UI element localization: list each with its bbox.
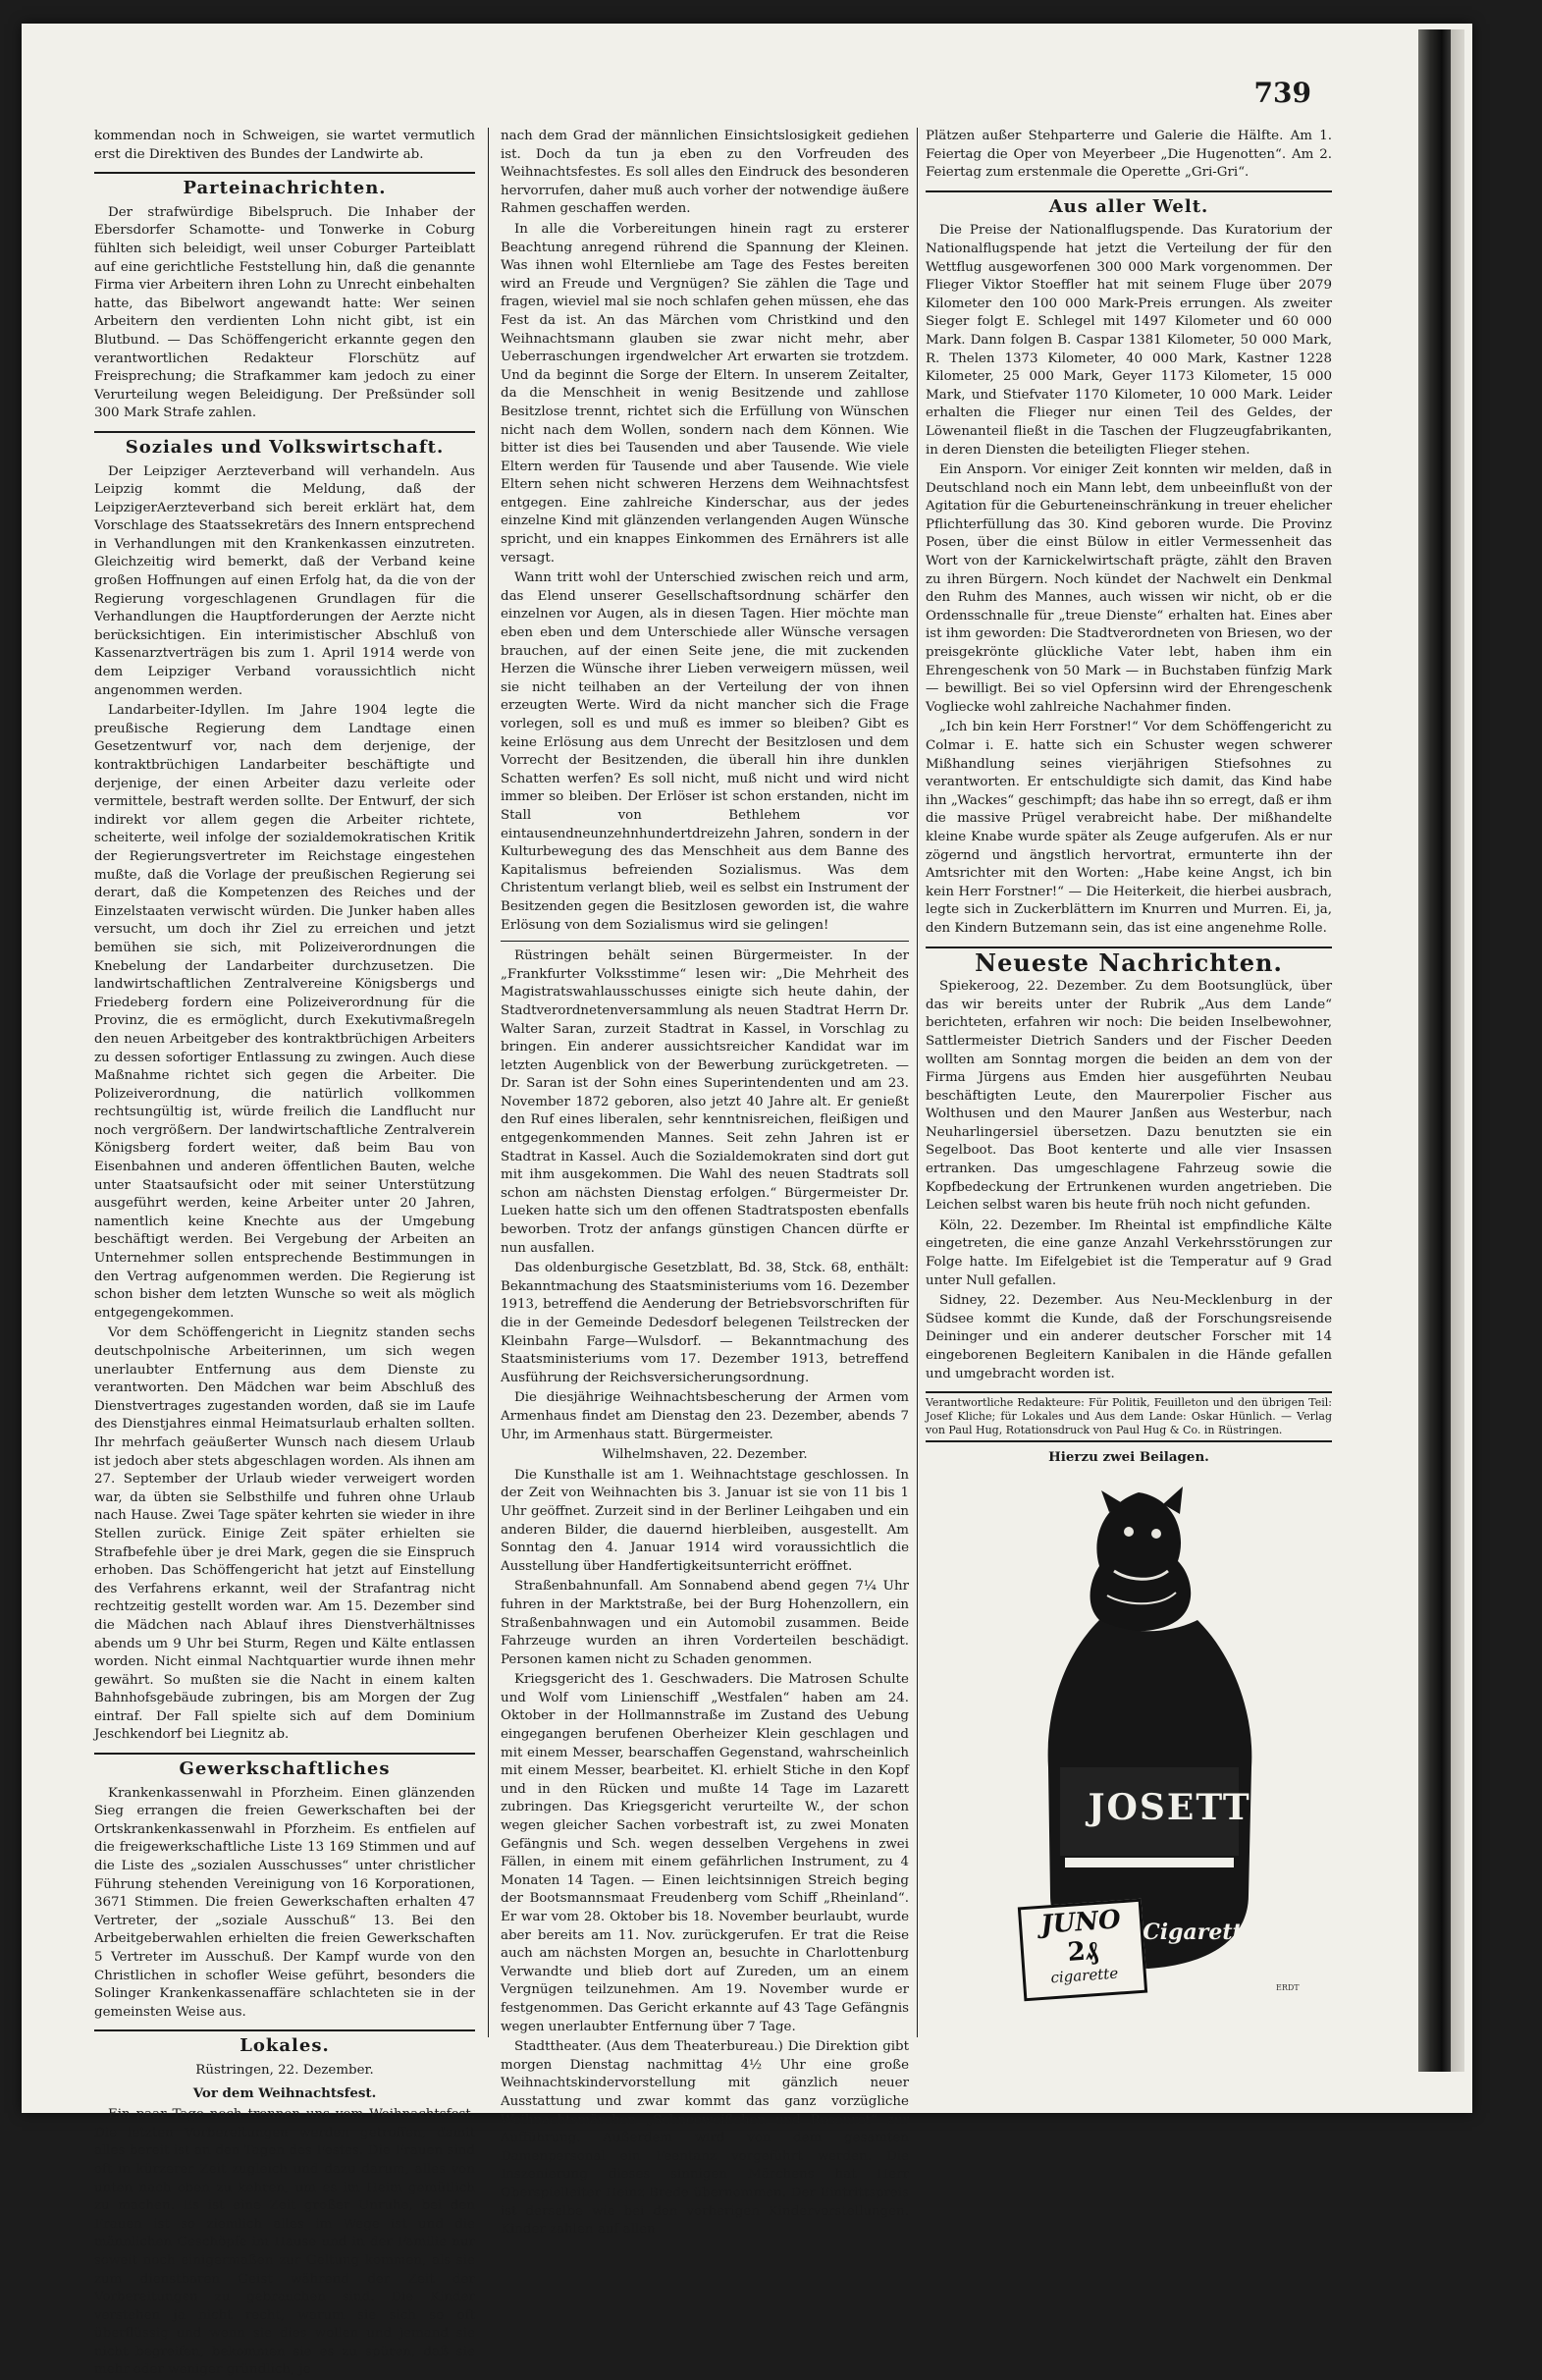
section-heading-gewerkschaftliches: Gewerkschaftliches [94, 1753, 475, 1779]
section-heading-aus-aller-welt: Aus aller Welt. [926, 190, 1332, 217]
article-subheading: Vor dem Weihnachtsfest. [192, 2084, 377, 2101]
column-left [94, 128, 475, 2378]
article-paragraph: Ein paar Tage noch trennen uns vom Weihnachtsfest. Die letzten Vorbereitungen werden getroffen, damit alles bereit ist an den Tagen des Festes. Die Frauen sind oft in kürzerer Zeit zugleich und dazu darum, alles von unten nach oben zu kehren, um es im Heim gemütlich zu machen. Es ist eine Zeit großer Unruhe, bei den Frauen ist so ziemlich alles im Wege ist und die männlichen Geschöpfe im Hause und in der Familie nur soweit noch einigermaßen zur Geltung kommen, als sie zum dienstbaren Geist während der Zeit der Vorbereitungen zu gebrauchen sind. Die Kinder verstehen ja nicht recht, warum sie sich so oft überflüssig und wenn sie dies wollen und jemand sie nicht begreifen, bekommen sie es zu spüren, daß sie mehr oder weniger gründlich, je [94, 2107, 475, 2378]
supplements-note: Hierzu zwei Beilagen. [1048, 1449, 1209, 1466]
juno-box [1018, 1899, 1147, 2002]
section-heading-neueste-nachrichten: Neueste Nachrichten. [926, 947, 1332, 973]
article-paragraph: Kriegsgericht des 1. Geschwaders. Die Matrosen Schulte und Wolf vom Linienschiff „Westfalen“ haben am 24. Oktober in der Hollmannstraße im Zustand des Uebung eingegangen berufenen Oberheizer Klein geschlagen und mit einem Messer, bearschaffen Gegenstand, wahrscheinlich mit einem Messer, bearbeitet. Kl. erhielt Stiche in den Kopf und in den Rücken und mußte 14 Tage im Lazarett zubringen. Das Kriegsgericht verurteilte W., der schon wegen gleicher Sachen vorbestraft ist, zu zwei Monaten Gefängnis und Sch. wegen desselben Vergehens in zwei Fällen, in einem mit einem gefährlichen Instrument, zu 4 Monaten 14 Tagen. — Einen leichtsinnigen Streich beging der Bootsmannsmaat Freudenberg vom Schiff „Rheinland“. Er war vom 28. Oktober bis 18. November beurlaubt, wurde aber bereits am 11. Nov. zurückgerufen. Er trat die Reise auch am nächsten Morgen an, besuchte in Charlottenburg Verwandte und blieb dort auf Zureden, um an einem Vergnügen teilzunehmen. Am 19. November wurde er festgenommen. Das Gericht erkannte auf 43 Tage Gefängnis wegen unerlaubter Entfernung über 7 Tage. [501, 1672, 909, 2034]
article-paragraph: Spiekeroog, 22. Dezember. Zu dem Bootsunglück, über das wir bereits unter der Rubrik „Aus dem Lande“ berichteten, erfahren wir noch: Die beiden Inselbewohner, Sattlermeister Dietrich Sanders und der Fischer Deeden wollten am Sonntag morgen die beiden an dem von der Firma Jürgens aus Emden hier ausgeführten Neubau beschäftigten Leute, den Maurerpolier Fischer aus Wolthusen und den Maurer Janßen aus Westerbur, nach Neuharlingersiel übersetzen. Dazu benutzten sie ein Segelboot. Das Boot kenterte und alle vier Insassen ertranken. Das umgeschlagene Fahrzeug sowie die Kopfbedeckung der Ertrunkenen wurden angetrieben. Die Leichen selbst waren bis heute früh noch nicht gefunden. [926, 979, 1332, 1214]
ad-product-label: Cigaretten [1143, 1920, 1272, 1945]
article-continuation: kommendan noch in Schweigen, sie wartet vermutlich erst die Direktiven des Bundes der Landwirte ab. [94, 129, 475, 162]
book-binding [1418, 29, 1452, 2072]
article-paragraph: Wann tritt wohl der Unterschied zwischen reich und arm, das Elend unserer Gesellschaftsordnung schärfer den einzelnen vor Augen, als in diesen Tagen. Hier möchte man eben eben und dem Unterschiede aller Wünsche versagen brauchen, auf der einen Seite jene, die mit zuckenden Herzen die Wünsche ihrer Lieben verweigern müssen, weil sie nicht teilhaben an der Verteilung der von ihnen erzeugten Werte. Wird da nicht mancher sich die Frage vorlegen, soll es und muß es immer so bleiben? Gibt es keine Erlösung aus dem Unrecht der Besitzlosen und dem Vorrecht der Besitzenden, die überall hin ihre dunklen Schatten werfen? Es soll nicht, muß nicht und wird nicht immer so bleiben. Der Erlöser ist schon erstanden, nicht im Stall von Bethlehem vor eintausendneunzehnhundertdreizehn Jahren, sondern in der Kulturbewegung des das Menschheit aus dem Banne des Kapitalismus befreienden Sozialismus. Was dem Christentum verlangt blieb, weil es selbst ein Instrument der Besitzenden gegen die Besitzlosen geworden ist, die wahre Erlösung von dem Sozialismus wird sie gelingen! [501, 570, 909, 933]
column-middle [501, 128, 909, 2238]
article-paragraph: Die Kunsthalle ist am 1. Weihnachtstage geschlossen. In der Zeit von Weihnachten bis 3. Januar ist sie von 11 bis 1 Uhr geöffnet. Zurzeit sind in der Berliner Leihgaben und ein anderen Bilder, die dauernd hierbleiben, ausgestellt. Am Sonntag den 4. Januar 1914 wird voraussichtlich die Ausstellung über Handfertigkeitsunterricht eröffnet. [501, 1467, 909, 1574]
article-paragraph: Vor dem Schöffengericht in Liegnitz standen sechs deutschpolnische Arbeiterinnen, um sich wegen unerlaubter Entfernung aus dem Dienste zu verantworten. Den Mädchen war beim Abschluß des Dienstvertrages zugestanden worden, daß sie im Laufe des Dienstjahres einmal Heimatsurlaub erhalten sollten. Ihr mehrfach geäußerter Wunsch nach diesem Urlaub ist jedoch aber stets abgeschlagen worden. Als ihnen am 27. September der Urlaub wieder verweigert worden war, da übten sie Selbsthilfe und fuhren ohne Urlaub nach Hause. Zwei Tage später kehrten sie wieder in ihre Stellen zurück. Einige Zeit später erhielten sie Strafbefehle über je drei Mark, gegen die sie Einspruch erhoben. Das Schöffengericht hat jetzt auf Einstellung des Verfahrens erkannt, weil der Strafantrag nicht rechtzeitig gestellt worden war. Am 15. Dezember sind die Mädchen nach Ablauf ihres Dienstverhältnisses abends um 9 Uhr bei Sturm, Regen und Kälte entlassen worden. Nicht einmal Nachtquartier wurde ihnen mehr gewährt. So mußten sie die Nacht in einem kalten Bahnhofsgebäude zubringen, bis am Morgen der Zug eintraf. Der Fall spielte sich auf dem Dominium Jeschkendorf bei Liegnitz ab. [94, 1325, 475, 1743]
article-continuation: Plätzen außer Stehparterre und Galerie die Hälfte. Am 1. Feiertag die Oper von Meyerbeer „Die Hugenotten“. Am 2. Feiertag zum erstenmale die Operette „Gri-Gri“. [926, 129, 1332, 181]
article-paragraph: Ein Ansporn. Vor einiger Zeit konnten wir melden, daß in Deutschland noch ein Mann lebt, dem unbeeinflußt von der Agitation für die Geburteneinschränkung in treuer ehelicher Pflichterfüllung das 30. Kind geboren wurde. Die Provinz Posen, über die einst Bülow in eitler Vermessenheit das Wort von der Karnickelwirtschaft prägte, zählt den Braven zu ihren Bürgern. Noch kündet der Nachwelt ein Denkmal den Ruhm des Mannes, auch wissen wir nicht, ob er die Ordensschnalle für „treue Dienste“ erhalten hat. Eines aber ist ihm geworden: Die Stadtverordneten von Briesen, wo der preisgekrönte glückliche Vater lebt, haben ihm ein Ehrengeschenk von 50 Mark — in Buchstaben fünfzig Mark — bewilligt. Bei so viel Opfersinn wird der Ehrengeschenk Vogliecke wohl zahlreiche Nachahmer finden. [926, 462, 1332, 715]
article-paragraph: Straßenbahnunfall. Am Sonnabend abend gegen 7¼ Uhr fuhren in der Marktstraße, bei der Burg Hohenzollern, ein Straßenbahnwagen und ein Automobil zusammen. Beide Fahrzeuge wurden an ihren Vorderteilen beschädigt. Personen kamen nicht zu Schaden genommen. [501, 1579, 909, 1667]
juno-cigarette-label: cigarette [1049, 1964, 1119, 1987]
section-heading-parteinachrichten: Parteinachrichten. [94, 172, 475, 198]
article-paragraph: Landarbeiter-Idyllen. Im Jahre 1904 legte die preußische Regierung dem Landtage einen Gesetzentwurf vor, nach dem derjenige, der kontraktbrüchigen Landarbeiter beschäftigte und derjenige, der einen Arbeiter dazu verleite oder vermittele, bestraft werden sollte. Der Entwurf, der sich indirekt vor allem gegen die Arbeiter richtete, scheiterte, weil infolge der sozialdemokratischen Kritik der Regierungsvertreter im Reichstage eingestehen mußte, daß die Vorlage der preußischen Regierung sei derart, daß die Kompetenzen des Reiches und der Einzelstaaten verwischt würden. Die Junker haben alles versucht, um doch ihr Ziel zu erreichen und jetzt bemühen sie sich, mit Polizeiverordnungen die Knebelung der Landarbeiter durchzusetzen. Die landwirtschaftlichen Zentralvereine Königsbergs und Friedeberg fordern eine Polizeiverordnung für die Provinz, die es ermöglicht, durch Exekutivmaßregeln den neuen Arbeitgeber des kontraktbrüchigen Arbeiters zu dessen sofortiger Entlassung zu zwingen. Auch diese Maßnahme richtet sich gegen die Arbeiter. Die Polizeiverordnung, die natürlich vollkommen rechtsungültig ist, würde freilich die Landflucht nur noch vergrößern. Der landwirtschaftliche Zentralverein Königsberg fordert weiter, daß beim Bau von Eisenbahnen und anderen öffentlichen Bauten, welche unter Staatsaufsicht oder mit seiner Unterstützung ausgeführt werden, keine Arbeiter unter 20 Jahren, namentlich keine Knechte aus der Umgebung beschäftigt werden. Bei Vergebung der Arbeiten an Unternehmer sollen entsprechende Bestimmungen in den Vertrag aufgenommen werden. Die Regierung ist schon bisher dem letzten Wunsche so weit als möglich entgegengekommen. [94, 703, 475, 1321]
article-paragraph: Krankenkassenwahl in Pforzheim. Einen glänzenden Sieg errangen die freien Gewerkschaften bei der Ortskrankenkassenwahl in Pforzheim. Es entfielen auf die freigewerkschaftliche Liste 13 169 Stimmen und auf die Liste des „sozialen Ausschusses“ unter christlicher Führung stehenden Vereinigung von 16 Korporationen, 3671 Stimmen. Die freien Gewerkschaften erhalten 47 Vertreter, der „soziale Ausschuß“ 13. Bei den Arbeitgeberwahlen erhielten die freien Gewerkschaften 5 Vertreter im Ausschuß. Der Kampf wurde von den Christlichen in schofler Weise geführt, besonders die Solinger Krankenkassenaffäre schlachteten sie in der gemeinsten Weise aus. [94, 1785, 475, 2020]
article-paragraph: Die Preise der Nationalflugspende. Das Kuratorium der Nationalflugspende hat jetzt die Verteilung der für den Wettflug ausgeworfenen 300 000 Mark vorgenommen. Der Flieger Viktor Stoeffler hat mit seinem Fluge über 2079 Kilometer den 100 000 Mark-Preis errungen. Als zweiter Sieger folgt E. Schlegel mit 1497 Kilometer und 60 000 Mark. Dann folgen B. Caspar 1381 Kilometer, 50 000 Mark, R. Thelen 1373 Kilometer, 40 000 Mark, Kastner 1228 Kilometer, 25 000 Mark, Geyer 1173 Kilometer, 15 000 Mark, und Stiefvater 1170 Kilometer, 10 000 Mark. Leider erhalten die Flieger nur einen Teil des Geldes, der Löwenanteil fließt in die Taschen der Flugzeugfabrikanten, in deren Diensten die beteiligten Flieger stehen. [926, 223, 1332, 458]
article-continuation: nach dem Grad der männlichen Einsichtslosigkeit gediehen ist. Doch da tun ja eben zu den Vorfreuden des Weihnachtsfestes. Es soll alles den Eindruck des besonderen hervorrufen, daher muß auch vorher der notwendige äußere Rahmen geschaffen werden. [501, 129, 909, 217]
dateline: Rüstringen, 22. Dezember. [195, 2062, 374, 2078]
column-rule [488, 128, 489, 2037]
josetti-advertisement [991, 1473, 1315, 2008]
ad-artist-signature: ERDT [1276, 1983, 1300, 1992]
page-edge [1451, 29, 1464, 2072]
article-paragraph: Die diesjährige Weihnachtsbescherung der Armen vom Armenhaus findet am Dienstag den 23. Dezember, abends 7 Uhr, im Armenhaus statt. Bürgermeister. [501, 1390, 909, 1442]
article-paragraph: Das oldenburgische Gesetzblatt, Bd. 38, Stck. 68, enthält: Bekanntmachung des Staatsministeriums vom 16. Dezember 1913, betreffend die Aenderung der Betriebsvorschriften für die in der Gemeinde Dedesdorf belegenen Teilstrecken der Kleinbahn Farge—Wulsdorf. — Bekanntmachung des Staatsministeriums vom 17. Dezember 1913, betreffend Ausführung der Reichsversicherungsordnung. [501, 1261, 909, 1385]
column-right [926, 128, 1332, 1466]
column-rule [917, 128, 918, 2037]
article-paragraph: Rüstringen behält seinen Bürgermeister. In der „Frankfurter Volksstimme“ lesen wir: „Die Mehrheit des Magistratswahlausschusses einigte sich heute dahin, der Stadtverordnetenversammlung als neuen Stadtrat Herrn Dr. Walter Saran, zurzeit Stadtrat in Kassel, in Vorschlag zu bringen. Ein anderer aussichtsreicher Kandidat war im letzten Augenblick von der Bewerbung zurückgetreten. — Dr. Saran ist der Sohn eines Superintendenten und am 23. November 1872 geboren, also jetzt 40 Jahre alt. Er genießt den Ruf eines liberalen, sehr kenntnisreichen, fleißigen und entgegenkommenden Mannes. Seit zehn Jahren ist er Stadtrat in Kassel. Auch die Sozialdemokraten sind dort gut mit ihm ausgekommen. Die Wahl des neuen Stadtrats soll schon am nächsten Dienstag erfolgen.“ Bürgermeister Dr. Lueken hatte sich um den offenen Stadtratsposten ebenfalls beworben. Trotz der anfangs günstigen Chancen dürfte er nun ausfallen. [501, 948, 909, 1256]
article-paragraph: Der Leipziger Aerzteverband will verhandeln. Aus Leipzig kommt die Meldung, daß der LeipzigerAerzteverband sich bereit erklärt hat, dem Vorschlage des Staatssekretärs des Innern entsprechend in Verhandlungen mit den Krankenkassen einzutreten. Gleichzeitig wird bemerkt, daß der Verband keine großen Hoffnungen auf einen Erfolg hat, da die von der Regierung vorgeschlagenen Grundlagen für die Verhandlungen die Hauptforderungen der Aerzte nicht berücksichtigen. Ein interimistischer Abschluß von Kassenarztverträgen bis zum 1. April 1914 werde von dem Leipziger Verband voraussichtlich nicht angenommen werden. [94, 463, 475, 698]
ad-brand-name: JOSETTI [1088, 1787, 1270, 1828]
article-paragraph: Köln, 22. Dezember. Im Rheintal ist empfindliche Kälte eingetreten, die eine ganze Anzahl Verkehrsstörungen zur Folge hatte. Im Eifelgebiet ist die Temperatur auf 9 Grad unter Null gefallen. [926, 1217, 1332, 1288]
article-paragraph: Stadttheater. (Aus dem Theaterbureau.) Die Direktion gibt morgen Dienstag nachmittag 4½ Uhr eine große Weihnachtskindervorstellung mit gänzlich neuer Ausstattung und zwar kommt das ganz vorzügliche Weihnachtsmärchen „Schneeweißchen und Rosenrot“ zur Aufführung. Außerdem wird von dem gesamten Damenpersonal ein Feentanz vorgeführt werden. Die Inszenierung dieses sinnigen Märchens hat Herr Oberspielleiter Heinz Brede übernommen. Der Eintrittspreis ist derselbe wie bei den vorherigen Kindervorstellungen. Kinder zahlen auf allen [501, 2039, 909, 2238]
section-heading-lokales: Lokales. [94, 2029, 475, 2056]
dateline: Wilhelmshaven, 22. Dezember. [602, 1447, 808, 1463]
article-divider [501, 941, 909, 942]
article-paragraph: In alle die Vorbereitungen hinein ragt zu ersterer Beachtung anregend rührend die Spannung der Kleinen. Was ihnen wohl Elternliebe am Tage des Festes bereiten wird an Freude und Vergnügen? Sie zählen die Tage und fragen, wieviel mal sie noch schlafen gehen müssen, ehe das Fest da ist. An das Märchen vom Christkind und den Weihnachtsmann glauben sie zwar nicht mehr, aber Ueberraschungen irgendwelcher Art erwarten sie trotzdem. Und da beginnt die Sorge der Eltern. In unserem Zeitalter, da die Menschheit in wenig Besitzende und zahllose Besitzlose trennt, richtet sich die Erfüllung von Wünschen nicht nach dem Wollen, sondern nach dem Können. Wie bitter ist dies bei Tausenden und aber Tausende. Wie viele Eltern werden für Tausende und aber Tausende. Wie viele Eltern sehen nicht schweren Herzens dem Weihnachtsfest entgegen. Eine zahlreiche Kinderschar, aus der jedes einzelne Kind mit glänzenden verlangenden Augen Wünsche spricht, und ein knappes Einkommen des Ernährers ist alle versagt. [501, 221, 909, 566]
article-paragraph: Der strafwürdige Bibelspruch. Die Inhaber der Ebersdorfer Schamotte- und Tonwerke in Coburg fühlten sich beleidigt, weil unser Coburger Parteiblatt auf eine gerichtliche Feststellung hin, daß die genannte Firma vier Arbeitern ihren Lohn zu Unrecht einbehalten hatte, das Bibelwort angewandt hatte: Wer seinen Arbeitern den verdienten Lohn nicht gibt, ist ein Blutbund. — Das Schöffengericht erkannte gegen den verantwortlichen Redakteur Florschütz auf Freisprechung; die Strafkammer kam jedoch zu einer Verurteilung wegen Beleidigung. Der Preßsünder soll 300 Mark Strafe zahlen. [94, 204, 475, 421]
section-heading-soziales: Soziales und Volkswirtschaft. [94, 431, 475, 458]
juno-price: 2₰ [1066, 1935, 1099, 1969]
imprint: Verantwortliche Redakteure: Für Politik, Feuilleton und den übrigen Teil: Josef Kliche; für Lokales und Aus dem Lande: Oskar Hünlich. — Verlag von Paul Hug, Rotationsdruck von Paul Hug & Co. in Rüstringen. [926, 1391, 1332, 1442]
article-paragraph: Sidney, 22. Dezember. Aus Neu-Mecklenburg in der Südsee kommt die Kunde, daß der Forschungsreisende Deininger und ein anderer deutscher Forscher mit 14 eingeborenen Begleitern Kanibalen in die Hände gefallen und umgebracht worden ist. [926, 1293, 1332, 1381]
article-paragraph: „Ich bin kein Herr Forstner!“ Vor dem Schöffengericht zu Colmar i. E. hatte sich ein Schuster wegen schwerer Mißhandlung seines vierjährigen Stiefsohnes zu verantworten. Er entschuldigte sich damit, das Kind habe ihn „Wackes“ geschimpft; das habe ihn so erregt, daß er ihm die massive Prügel verabreicht habe. Der mißhandelte kleine Knabe wurde später als Zeuge aufgerufen. Als er nur zögernd und ängstlich hervortrat, ermunterte ihn der Amtsrichter mit den Worten: „Habe keine Angst, ich bin kein Herr Forstner!“ — Die Heiterkeit, die hierbei ausbrach, legte sich in Zuckerblättern im Knurren und Murren. Ei, ja, den Kindern Butzemann sein, das ist eine angenehme Rolle. [926, 720, 1332, 936]
page-number: 739 [1253, 77, 1311, 109]
juno-label: JUNO [1039, 1905, 1122, 1940]
